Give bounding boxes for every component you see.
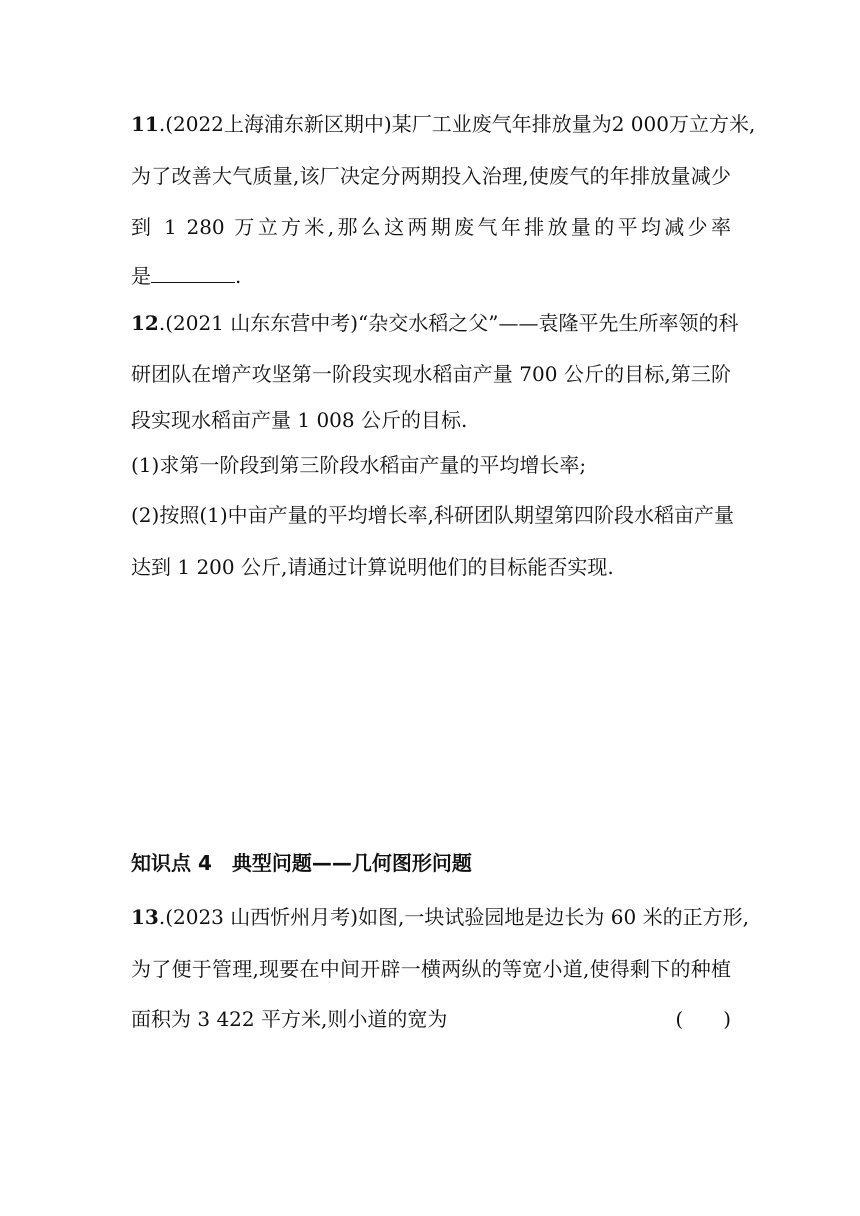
q11-line-1	[131, 110, 756, 138]
q12-subquestion-1: (1)求第一阶段到第三阶段水稻亩产量的平均增长率;	[131, 453, 587, 477]
q12-number: 12	[131, 311, 159, 335]
q11-end-period: .	[235, 264, 242, 288]
q13-line-3	[131, 1005, 731, 1033]
q12-subquestion-2-line-2: 达到 1 200 公斤,请通过计算说明他们的目标能否实现.	[131, 555, 614, 579]
q12-subquestion-2-line-1: (2)按照(1)中亩产量的平均增长率,科研团队期望第四阶段水稻亩产量	[131, 503, 735, 527]
q11-answer-blank[interactable]	[151, 264, 235, 283]
q11-number: 11	[131, 112, 159, 136]
section-title: 知识点 4 典型问题——几何图形问题	[131, 851, 472, 875]
q13-line-2: 为了便于管理,现要在中间开辟一横两纵的等宽小道,使得剩下的种植	[131, 957, 731, 981]
q12-line-1	[131, 309, 739, 337]
q11-line-3: 到 1 280 万立方米,那么这两期废气年排放量的平均减少率	[131, 215, 731, 239]
q13-answer-paren[interactable]: ( )	[675, 1007, 731, 1031]
q11-text-4: 是	[131, 264, 151, 288]
q13-line-1	[131, 903, 749, 931]
q13-text-1: .(2023 山西忻州月考)如图,一块试验园地是边长为 60 米的正方形,	[158, 905, 749, 929]
q13-number: 13	[131, 905, 159, 929]
q12-line-2: 研团队在增产攻坚第一阶段实现水稻亩产量 700 公斤的目标,第三阶	[131, 362, 731, 386]
q12-text-1: .(2021 山东东营中考)“杂交水稻之父”——袁隆平先生所率领的科	[158, 311, 739, 335]
q11-line-4	[131, 262, 731, 290]
q11-line-2: 为了改善大气质量,该厂决定分两期投入治理,使废气的年排放量减少	[131, 164, 731, 188]
q12-line-3: 段实现水稻亩产量 1 008 公斤的目标.	[131, 408, 468, 432]
q11-text-1: .(2022上海浦东新区期中)某厂工业废气年排放量为2 000万立方米,	[158, 112, 756, 136]
q13-text-3: 面积为 3 422 平方米,则小道的宽为	[131, 1007, 448, 1031]
